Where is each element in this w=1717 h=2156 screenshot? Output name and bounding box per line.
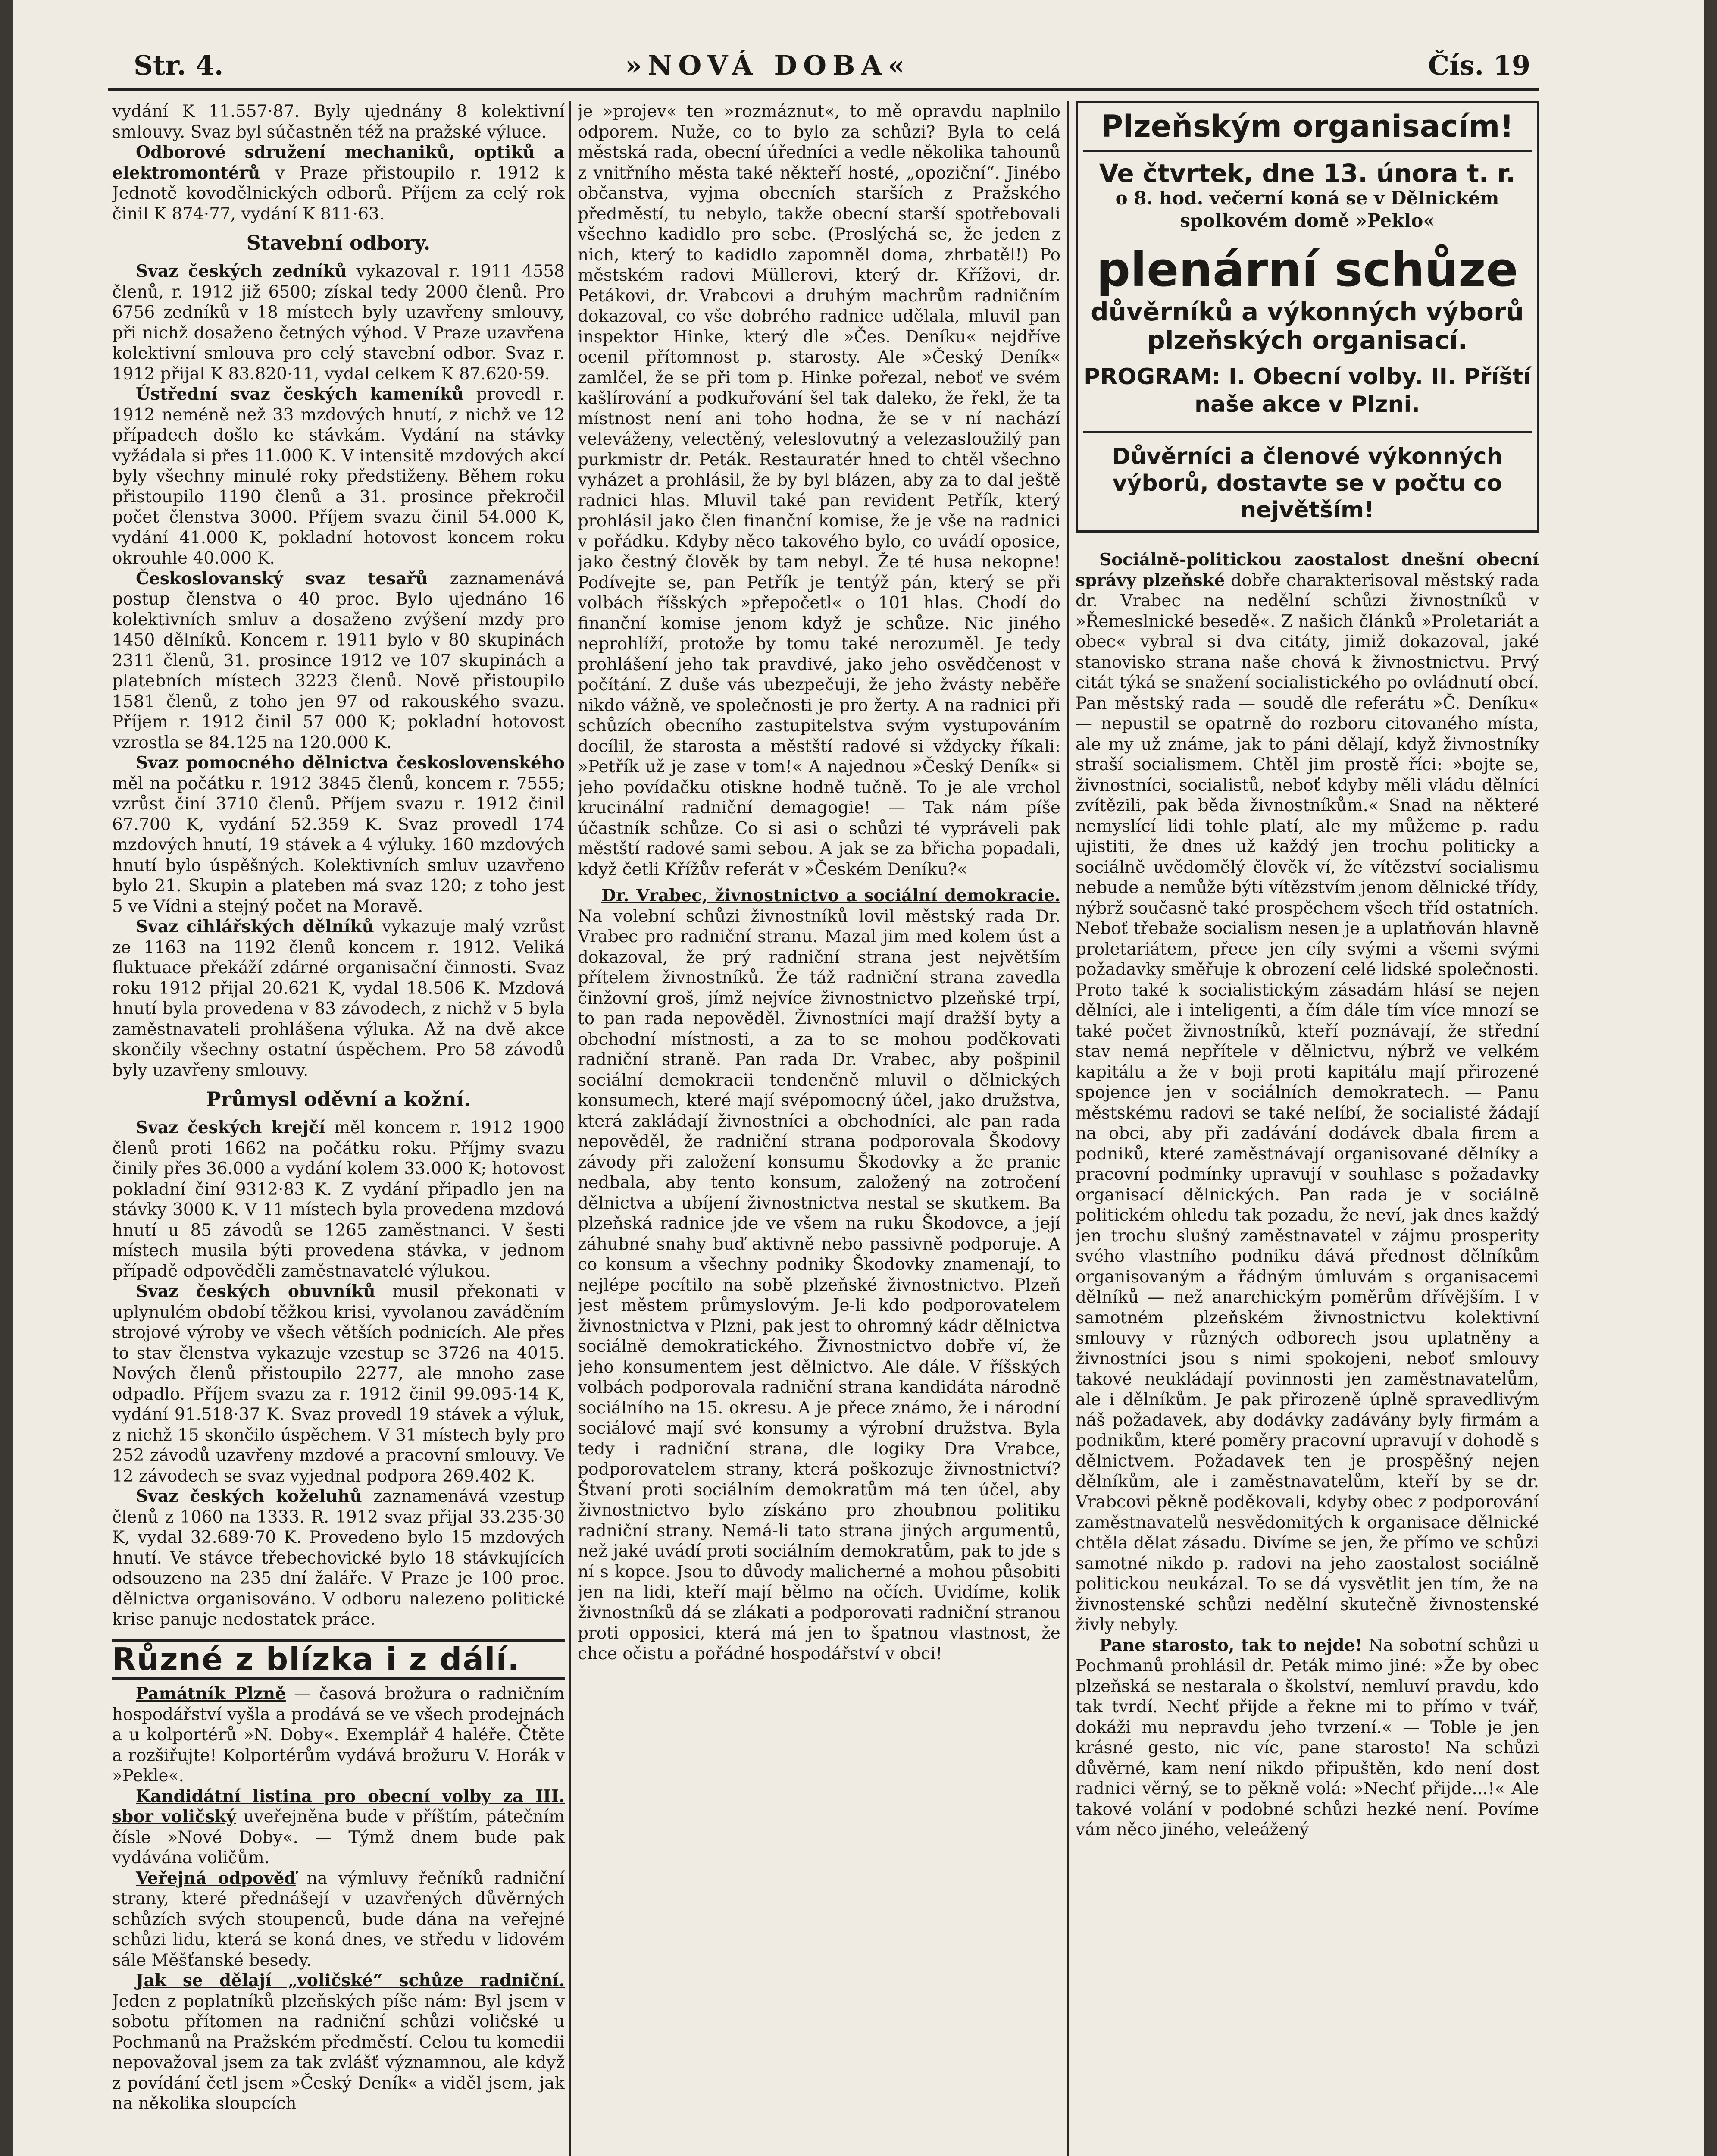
announcement-attendees: důvěrníků a výkonných výborů plzeňských organisací. (1091, 297, 1524, 355)
issue-number: Čís. 19 (1428, 50, 1530, 81)
paragraph: Svaz cihlářských dělníků vykazuje malý vzrůst ze 1163 na 1192 členů koncem r. 1912. Veliká fluktuace překáží zdárné organisační činnosti. Svaz roku 1912 přijal 20.621 K, vydal 18.506 K. Mzdová hnutí byla provedena v 83 závodech, z nichž v 5 byla zaměstnavateli prohlášena výluka. Až na dvě akce skončily všechny ostatní úspěchem. Pro 58 závodů byly uzavřeny smlouvy. (112, 917, 565, 1080)
paragraph: Svaz pomocného dělnictva československého měl na počátku r. 1912 3845 členů, koncem r. 7555; vzrůst činí 3710 členů. Příjem svazu r. 1912 činil 67.700 K, vydání 52.359 K. Svaz provedl 174 mzdových hnutí, 19 stávek a 4 výluky. 160 mzdových hnutí bylo úspěšných. Kolektivních smluv uzavřeno bylo 21. Skupin a plateben má svaz 120; z toho jest 5 ve Vídni a stejný počet na Moravě. (112, 753, 565, 916)
announcement-place: o 8. hod. večerní koná se v Dělnickém spolkovém domě »Peklo« (1115, 188, 1499, 231)
column-right (1076, 101, 1539, 2156)
paragraph: Svaz českých krejčí měl koncem r. 1912 1900 členů proti 1662 na počátku roku. Příjmy svazu činily přes 36.000 a vydání kolem 33.000 K; hotovost pokladní činí 9312·83 K. Z vydání připadlo jen na stávky 3000 K. V 11 místech byla provedena mzdová hnutí u 85 závodů se 1265 zaměstnanci. V šesti místech musila býti provedena stávka, v jednom případě odpověděli zaměstnavatelé výlukou. (112, 1118, 565, 1281)
paragraph: Pane starosto, tak to nejde! Na sobotní schůzi u Pochmanů prohlásil dr. Peták mimo jiné: »Že by obec plzeňská se nestarala o školství, nemluví pravdu, kdo tak tvrdí. Nechť přijde a řekne mi to přímo v tvář, dokáži mu nepravdu jeho tvrzení.« — Toble je jen krásné gesto, nic víc, pane starosto! Na schůzi důvěrné, kam není nikdo připuštěn, kdo není dost radnici věrný, se to pěkně volá: »Nechť přijde...!« Ale takové volání v podobné schůzi hezké není. Povíme vám něco jiného, veleážený (1076, 1635, 1539, 1839)
paragraph: Svaz českých obuvníků musil překonati v uplynulém období těžkou krisi, vyvolanou zaváděním strojové výroby ve všech větších podnicích. Ale přes to stav členstva vykazuje vzestup se 3726 na 4015. Nových členů přistoupilo 2277, ale mnoho zase odpadlo. Příjem svazu za r. 1912 činil 99.095·14 K, vydání 91.518·37 K. Svaz provedl 19 stávek a výluk, z nichž 15 skončilo úspěchem. V 31 místech byly pro 252 závodů uzavřeny mzdové a pracovní smlouvy. Ve 12 závodech se svaz vyjednal podpora 269.402 K. (112, 1282, 565, 1486)
scan-edge-left (0, 0, 13, 2156)
column-rule (1067, 101, 1069, 2156)
announcement-program: PROGRAM: I. Obecní volby. II. Příští naše akce v Plzni. (1083, 364, 1531, 417)
announcement-date: Ve čtvrtek, dne 13. února t. r. (1099, 159, 1516, 188)
paragraph: Svaz českých zedníků vykazoval r. 1911 4558 členů, r. 1912 již 6500; získal tedy 2000 členů. Pro 6756 zedníků v 18 místech byly uzavřeny smlouvy, při nichž dosaženo četných výhod. V Praze uzavřena kolektivní smlouva pro celý stavební odbor. Svaz r. 1912 přijal K 83.820·11, vydal celkem K 87.620·59. (112, 261, 565, 384)
section-heading: Stavební odbory. (246, 231, 431, 254)
paragraph: Ústřední svaz českých kameníků provedl r. 1912 neméně než 33 mzdových hnutí, z nichž ve 12 případech došlo ke stávkám. Vydání na stávky vyžádala si přes 11.000 K. V intensitě mzdových akcí byly všechny minulé roky předstiženy. Během roku přistoupilo 1190 členů a 31. prosince překročil počet členstva 3000. Příjem svazu činil 54.000 K, vydání 41.000 K, pokladní hotovost koncem roku okrouhle 40.000 K. (112, 384, 565, 568)
paragraph: Odborové sdružení mechaniků, optiků a elektromontérů v Praze přistoupilo r. 1912 k Jednotě kovodělnických odborů. Příjem za celý rok činil K 874·77, vydání K 811·63. (112, 142, 565, 224)
paragraph: vydání K 11.557·87. Byly ujednány 8 kolektivní smlouvy. Svaz byl súčastněn též na pražské výluce. (112, 102, 565, 142)
paragraph: Sociálně-politickou zaostalost dnešní obecní správy plzeňské dobře charakterisoval městský rada dr. Vrabec na nedělní schůzi živnostníků v »Řemeslnické besedě«. Z našich článků »Proletariát a obec« vybral si dva citáty, jimiž dokazoval, jaké stanovisko strana naše chová k živnostnictvu. Prvý citát týká se snažení socialistického po ovládnutí obcí. Pan městský rada — soudě dle referátu »Č. Deníku« — nepustil se opatrně do rozboru citovaného místa, ale my už známe, jak to páni dělají, když živnostníky straší socialismem. Chtěl jim prostě říci: »bojte se, živnostníci, socialistů, neboť kdyby měli vládu dělníci zvítězili, pak běda živnostníkům.« Snad na některé nemyslící lidi tohle platí, ale my můžeme p. radu ujistiti, že dnes už každý jen trochu politicky a sociálně uvědomělý člověk ví, že vítězství socialismu nebude a nemůže býti vítězstvím jenom dělnické třídy, nýbrž současně také prospěchem všech tříd ostatních. Neboť třebaže socialism nesen je a uplatňován hlavně proletariátem, přece jen cíly svými a všemi svými požadavky směřuje k obrození celé lidské společnosti. Proto také k socialistickým zásadám hlásí se nejen dělníci, ale i inteligenti, a čím dále tím více mnozí se také počet živnostníků, kteří poznávají, že střední stav nemá nepřítele v dělnictvu, nýbrž ve velkém kapitálu a že v boji proti kapitálu mají přirozené spojence jen v sociálních demokratech. — Panu městskému radovi se také nelíbí, že socialisté žádají na obci, aby při zadávání dodávek dbala firem a podniků, které zaměstnávají organisované dělníky a pracovní podmínky upravují v souhlase s požadavky organisací dělnických. Pan rada je v sociálně politickém ohledu tak pozadu, že neví, jak dnes každý jen trochu slušný zaměstnavatel v zájmu prosperity svého vlastního podniku dává přednost dělníkům organisovaným a řádným úmluvám s organisacemi dělníků — než anarchickým poměrům dřívějším. I v samotném plzeňském živnostnictvu kolektivní smlouvy v různých odborech jsou uplatněny a živnostníci jsou s nimi spokojeni, neboť smlouvy takové neukládají povinnosti jen zaměstnavatelům, ale i dělníkům. Je pak přirozeně úplně spravedlivým náš požadavek, aby dodávky zadávány byly firmám a podnikům, které poměry pracovní upravují v dohodě s dělnictvem. Požadavek ten je prospěšný nejen dělníkům, ale i zaměstnavatelům, kteří by se dr. Vrabcovi pěkně poděkovali, kdyby obec z podporování zaměstnavatelů nesvědomitých k organisace dělnické chtěla dělat zásadu. Divíme se jen, že přímo ve schůzi samotné nikdo p. radovi na jeho zaostalost sociálně politickou neukázal. To se dá vysvětlit jen tím, že na živnostenské schůzi nedělní skutečně živnostenské živly nebyly. (1076, 550, 1539, 1635)
column-left (112, 101, 565, 2156)
announcement-title: Plzeňským organisacím! (1083, 107, 1532, 152)
scan-edge-right (1704, 0, 1717, 2156)
announcement-box (1076, 101, 1539, 533)
announcement-call: Důvěrníci a členové výkonných výborů, dostavte se v počtu co největším! (1083, 431, 1532, 523)
news-item: Veřejná odpověď na výmluvy řečníků radniční strany, které přednášejí v uzavřených důvěrných schůzích svých stoupenců, bude dána na veřejné schůzi lidu, která se koná dnes, ve středu v lidovém sále Měšťanské besedy. (112, 1868, 565, 1970)
masthead-title: »NOVÁ DOBA« (625, 50, 911, 81)
page-number: Str. 4. (134, 50, 224, 81)
news-item: Památník Plzně — časová brožura o radničním hospodářství vyšla a prodává se ve všech prodejnách a u kolportérů »N. Doby«. Exemplář 4 haléře. Čtěte a rozšiřujte! Kolportérům vydává brožuru V. Horák v »Pekle«. (112, 1684, 565, 1786)
news-item: Kandidátní listina pro obecní volby za III. sbor voličský uveřejněna bude v příštím, pátečním čísle »Nové Doby«. — Týmž dnem bude pak vydávána voličům. (112, 1786, 565, 1868)
page-header (108, 41, 1539, 91)
column-rule (569, 101, 571, 2156)
paragraph: Dr. Vrabec, živnostnictvo a sociální demokracie. Na volební schůzi živnostníků lovil městský rada Dr. Vrabec pro radniční stranu. Mazal jim med kolem úst a dokazoval, že prý radniční strana jest největším přítelem živnostníků. Že táž radniční strana zavedla činžovní groš, jímž nejvíce živnostnictvo plzeňské trpí, to pan rada nepověděl. Živnostníci mají dražší byty a obchodní místnosti, a za to se mohou poděkovati radniční straně. Pan rada Dr. Vrabec, aby pošpinil sociální demokracii tendenčně mluvil o dělnických konsumech, které mají svépomocný účel, jako družstva, která zakládají živnostníci a obchodníci, ale pan rada nepověděl, že radniční strana podporovala Škodovy závody při založení konsumu Škodovky a že pranic nedbala, aby tento konsum, založený na zotročení dělnictva a ubíjení živnostnictva nestal se skutkem. Ba plzeňská radnice jde ve všem na ruku Škodovce, a její záhubné snahy buď aktivně nebo passivně podporuje. A co konsum a všechny podniky Škodovky znamenají, to nejlépe pocítilo na sobě plzeňské živnostnictvo. Plzeň jest městem průmyslovým. Je-li kdo podporovatelem živnostnictva v Plzni, pak jest to ohromný kádr dělnictva sociálně demokratického. Živnostnictvo dobře ví, že jeho konsumentem jest dělnictvo. Ale dále. V říšských volbách podporovala radniční strana kandidáta národně sociálního na 15. okresu. A je přece známo, že i národní sociálové mají své konsumy a výrobní družstva. Byla tedy i radniční strana, dle logiky Dra Vrabce, podporovatelem strany, která poškozuje živnostnictví? Štvaní proti sociálním demokratům má ten účel, aby živnostnictvo bylo získáno pro zhoubnou politiku radniční strany. Nemá-li tato strana jiných argumentů, než jaké uvádí proti sociálním demokratům, pak to jde s ní s kopce. Jsou to důvody malicherné a mohou působiti jen na lidi, kteří mají bělmo na očích. Uvidíme, kolik živnostníků dá se zlákati a podporovati radniční stranou proti opposici, která má jen to špatnou vlastnost, že chce očistu a pořádné hospodářství v obci! (578, 886, 1060, 1664)
rubric-heading: Různé z blízka i z dálí. (112, 1639, 565, 1680)
announcement-meeting: plenární schůze (1096, 242, 1518, 297)
paragraph: Českoslovanský svaz tesařů zaznamenává postup členstva o 40 proc. Bylo ujednáno 16 kolektivních smluv a dosaženo zvýšení mzdy pro 1450 dělníků. Koncem r. 1911 bylo v 80 skupinách 2311 členů, 31. prosince 1912 ve 107 skupinách a platebních místech 3223 členů. Nově přistoupilo 1581 členů, z toho jen 97 od rakouského svazu. Příjem r. 1912 činil 57 000 K; pokladní hotovost vzrostla se 84.125 na 120.000 K. (112, 568, 565, 752)
news-item: Jak se dělají „voličské“ schůze radniční. Jeden z poplatníků plzeňských píše nám: Byl jsem v sobotu přítomen na radniční schůzi voličské u Pochmanů na Pražském předměstí. Celou tu komedii nepovažoval jsem za tak zvlášť významnou, ale když z povídání četl jsem »Český Deník« a viděl jsem, jak na několika sloupcích (112, 1971, 565, 2113)
section-heading: Průmysl oděvní a kožní. (206, 1087, 471, 1111)
newspaper-page (108, 41, 1539, 2156)
paragraph: Svaz českých koželuhů zaznamenává vzestup členů z 1060 na 1333. R. 1912 svaz přijal 33.235·30 K, vydal 32.689·70 K. Provedeno bylo 15 mzdových hnutí. Ve stávce třebechovické bylo 18 stávkujících odsouzeno na 235 dní žaláře. V Praze je 100 proc. dělnictva organisováno. V odboru nalezeno politické krise panuje nedostatek práce. (112, 1486, 565, 1629)
column-middle (578, 101, 1060, 2156)
paragraph: je »projev« ten »rozmáznut«, to mě opravdu naplnilo odporem. Nuže, co to bylo za schůzi? Byla to celá městská rada, obecní úředníci a vedle několika tahounů z vnitřního města také někteří hosté, „opoziční“. Jinébo občanstva, vyjma obecních starších z Pražského předměstí, tu nebylo, takže obecní starší spotřebovali všechno kadidlo pro sebe. (Proslýchá se, že jeden z nich, který to kadidlo zapomněl doma, zhrbatěl!) Po městském radovi Müllerovi, který dr. Křížovi, dr. Petákovi, dr. Vrabcovi a druhým machrům radničním dokazoval, co vše dobrého radnice udělala, mluvil pan inspektor Hinke, který dle »Čes. Deníku« nejdříve ocenil přítomnost p. starosty. Ale »Český Deník« zamlčel, že se při tom p. Hinke pořezal, neboť ve svém kašlírování a podkuřování šel tak daleko, že řekl, že ta místnost není ani toho hodna, že se v ní nachází veleváženy, velectěný, veleslovutný a velezasloužilý pan purkmistr dr. Peták. Restauratér hned to chtěl všechno vyházet a prohlásil, že by byl blázen, aby za to dal ještě radnici hlas. Mluvil také pan revident Petřík, který prohlásil jako člen finanční komise, že je vše na radnici v pořádku. Kdyby něco takového bylo, co uvádí oposice, jako čestný člověk by tam nebyl. Že té husa nekopne! Podívejte se, pan Petřík je tentýž pán, který se při volbách říšských »přepočetl« o 101 hlas. Chodí do finanční komise jenom když je schůze. Nic jiného neprohlíží, protože by tomu také nerozuměl. Je tedy prohlášení jeho tak pravdivé, jako jeho osvědčenost v počítání. Z duše vás ubezpečuji, že jeho žvásty neběře nikdo vážně, ve společnosti je pro žerty. A na radnici při schůzích obecního zastupitelstva svým vystupováním docílil, že starosta a městští radové si vždycky říkali: »Petřík už je zase v tom!« A najednou »Český Deník« si jeho povídačku otiskne hodně tučně. To je ale vrchol krucinální radniční demagogie! — Tak nám píše účastník schůze. Co si asi o schůzi té vypráveli pak městští radové sami sebou. A jak se za břicha popadali, když četli Křížův referát v »Českém Deníku?« (578, 102, 1060, 879)
